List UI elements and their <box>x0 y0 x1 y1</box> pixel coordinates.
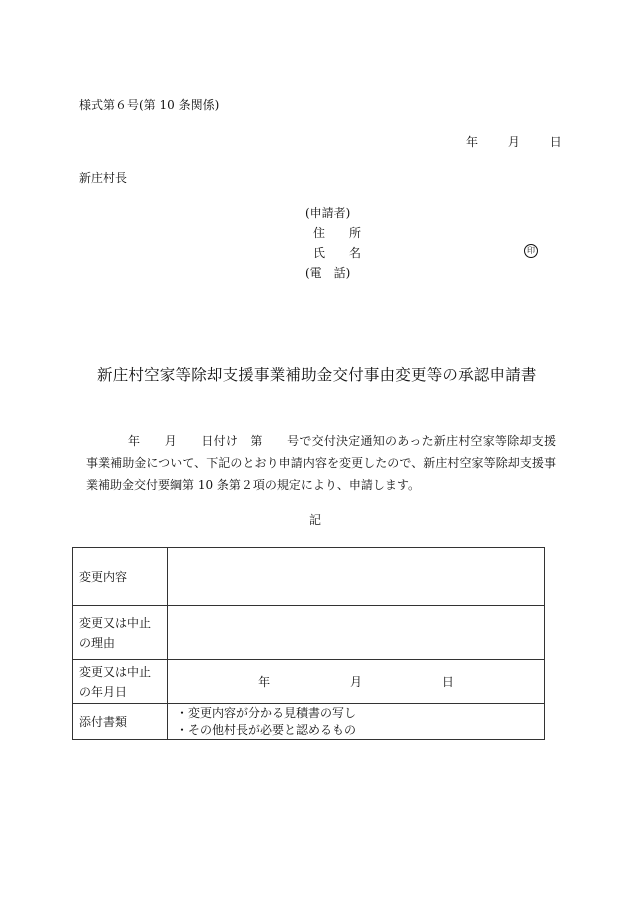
change-date-label: 変更又は中止の年月日 <box>73 660 168 704</box>
address-label: 住 所 <box>313 226 362 240</box>
date-month: 月 <box>507 135 520 149</box>
table-row <box>73 548 545 606</box>
table-row <box>73 704 545 740</box>
applicant-heading: (申請者) <box>305 206 351 220</box>
change-reason-label: 変更又は中止の理由 <box>73 606 168 660</box>
name-label: 氏 名 <box>313 246 362 260</box>
application-table <box>72 547 545 740</box>
attachment-item: ・その他村長が必要と認めるもの <box>176 722 357 737</box>
body-paragraph: 年 月 日付け 第 号で交付決定通知のあった新庄村空家等除却支援事業補助金について、下記のとおり申請内容を変更したので、新庄村空家等除却支援事業補助金交付要綱第 10 条第２項の規定により、申請します。 <box>86 434 556 492</box>
change-date-value[interactable] <box>168 660 545 704</box>
table-row <box>73 660 545 704</box>
attachment-item: ・変更内容が分かる見積書の写し <box>176 705 357 720</box>
date-day: 日 <box>549 135 562 149</box>
change-date-month: 月 <box>349 675 362 689</box>
change-content-label: 変更内容 <box>73 548 168 606</box>
note-heading: 記 <box>309 513 322 527</box>
document-title: 新庄村空家等除却支援事業補助金交付事由変更等の承認申請書 <box>97 366 537 384</box>
change-content-value[interactable] <box>168 548 545 606</box>
application-date <box>466 133 562 150</box>
phone-label: (電 話) <box>305 266 351 280</box>
form-number: 様式第６号(第 10 条関係) <box>79 98 220 112</box>
change-date-day: 日 <box>441 675 454 689</box>
attachments-value <box>168 704 545 740</box>
date-year: 年 <box>466 135 479 149</box>
table-row <box>73 606 545 660</box>
change-date-year: 年 <box>258 675 271 689</box>
change-reason-value[interactable] <box>168 606 545 660</box>
addressee: 新庄村長 <box>79 171 128 185</box>
seal-mark: 印 <box>524 244 538 258</box>
attachments-label: 添付書類 <box>73 704 168 740</box>
